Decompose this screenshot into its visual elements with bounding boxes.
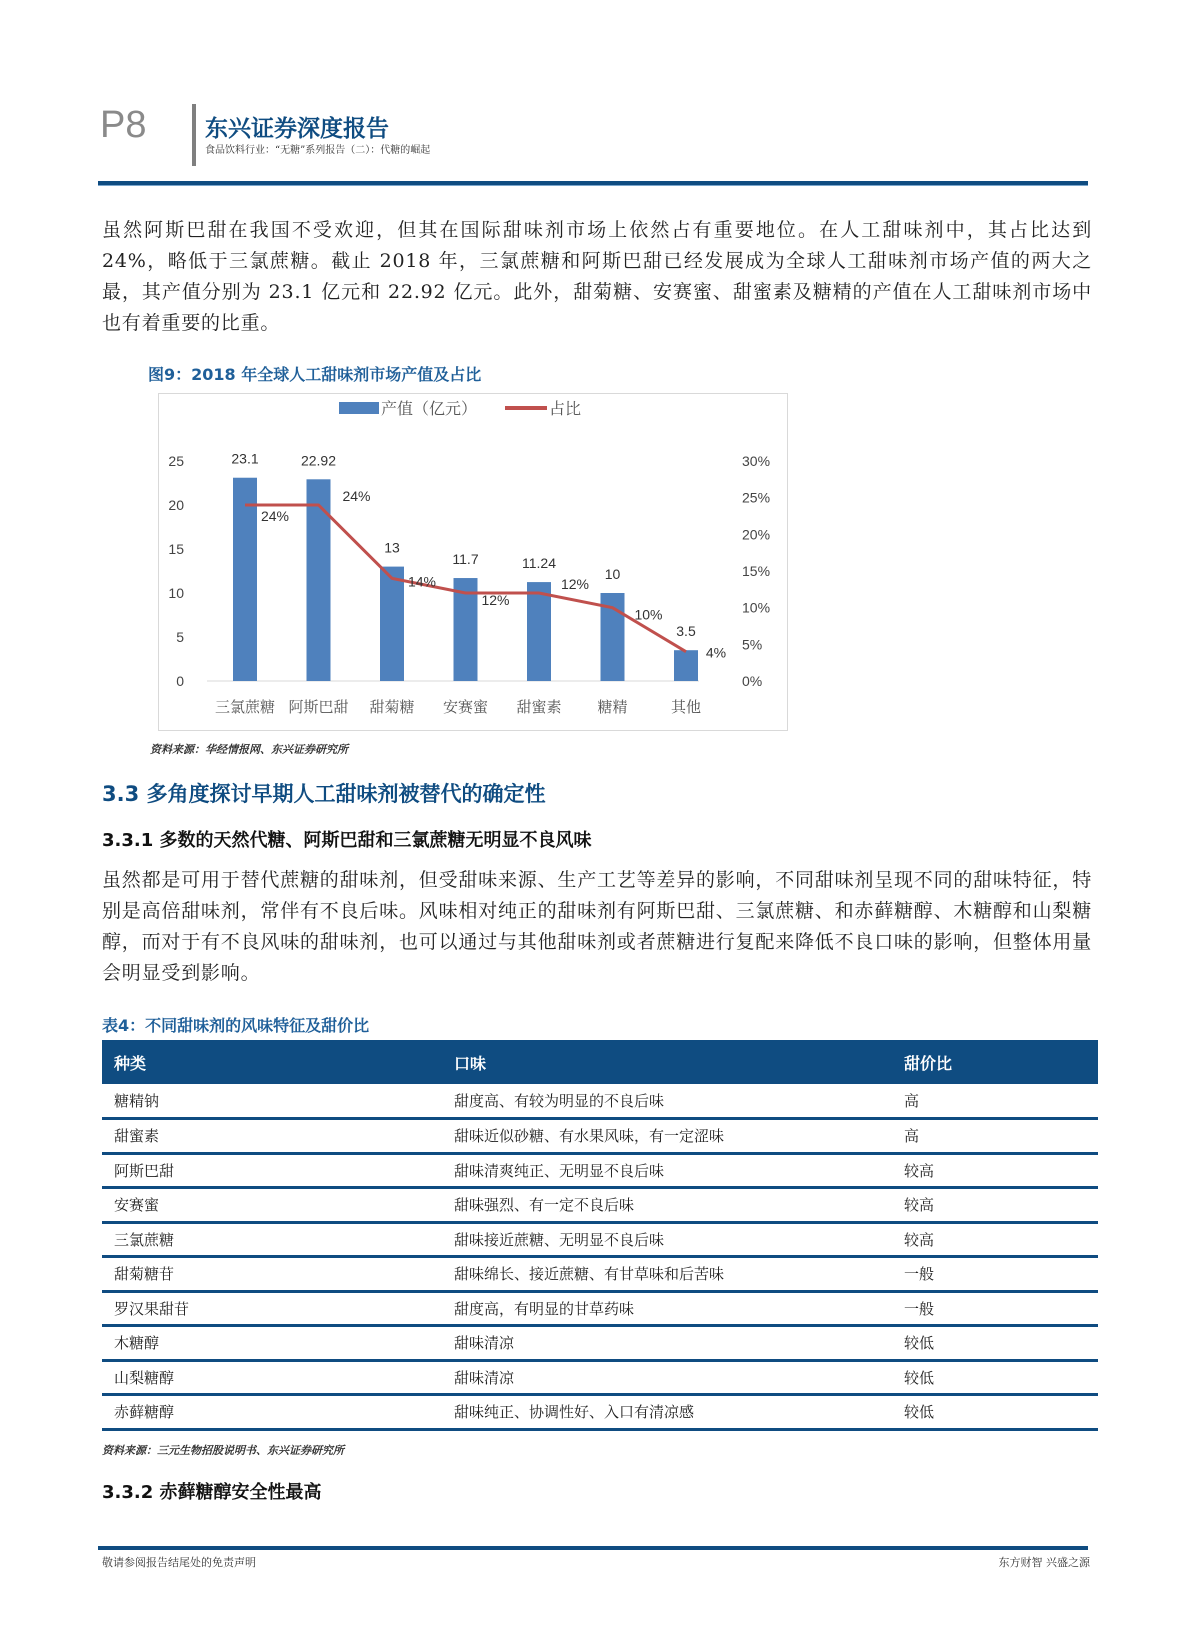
bar-value-label: 23.1 bbox=[231, 450, 259, 467]
bar bbox=[527, 582, 551, 681]
table-row bbox=[102, 1188, 1098, 1223]
subsection-heading: 3.3.2 赤藓糖醇安全性最高 bbox=[102, 1482, 322, 1503]
category-label: 甜菊糖 bbox=[369, 698, 415, 716]
category-label: 糖精 bbox=[597, 698, 628, 716]
right-tick-label: 5% bbox=[742, 636, 763, 653]
line-value-label: 24% bbox=[260, 508, 290, 524]
category-label: 三氯蔗糖 bbox=[214, 698, 276, 716]
table-source: 资料来源：三元生物招股说明书、东兴证券研究所 bbox=[102, 1444, 344, 1457]
table-cell: 较低 bbox=[892, 1326, 1098, 1361]
line-value-label: 10% bbox=[634, 606, 663, 623]
table-row bbox=[102, 1153, 1098, 1188]
table-cell: 山梨糖醇 bbox=[102, 1360, 442, 1395]
section-heading: 3.3 多角度探讨早期人工甜味剂被替代的确定性 bbox=[102, 782, 546, 806]
table-cell: 甜味纯正、协调性好、入口有清凉感 bbox=[442, 1395, 892, 1430]
table-cell: 较高 bbox=[892, 1222, 1098, 1257]
category-label: 其他 bbox=[670, 698, 702, 716]
table-row bbox=[102, 1257, 1098, 1292]
line-value-label: 12% bbox=[560, 576, 590, 592]
left-tick-label: 15 bbox=[168, 541, 184, 557]
column-header: 甜价比 bbox=[892, 1040, 1098, 1084]
table-cell: 较高 bbox=[892, 1153, 1098, 1188]
legend-bar-swatch bbox=[339, 402, 379, 414]
right-tick-label: 30% bbox=[742, 453, 771, 469]
table-cell: 甜度高、有较为明显的不良后味 bbox=[442, 1084, 892, 1119]
table-cell: 甜味清凉 bbox=[442, 1326, 892, 1361]
report-subtitle: 食品饮料行业：“无糖”系列报告（二）：代糖的崛起 bbox=[205, 145, 431, 156]
table-caption: 表4：不同甜味剂的风味特征及甜价比 bbox=[102, 1016, 370, 1035]
bar bbox=[307, 479, 331, 681]
table-row bbox=[102, 1291, 1098, 1326]
paragraph-1: 虽然阿斯巴甜在我国不受欢迎，但其在国际甜味剂市场上依然占有重要地位。在人工甜味剂中，其占比达到 24%，略低于三氯蔗糖。截止 2018 年，三氯蔗糖和阿斯巴甜已经发展成为全球人工甜味剂市场产值的两大之最，其产值分别为 23.1 亿元和 22.92 亿元。此外，甜菊糖、安赛蜜、甜蜜素及糖精的产值在人工甜味剂市场中也有着重要的比重。 bbox=[102, 219, 1092, 334]
legend-bar-label: 产值（亿元） bbox=[381, 399, 478, 418]
footer-rule bbox=[98, 1546, 1088, 1550]
bar-value-label: 3.5 bbox=[676, 623, 696, 640]
line-value-label: 24% bbox=[342, 488, 371, 504]
footer-disclaimer: 敬请参阅报告结尾处的免责声明 bbox=[102, 1556, 256, 1569]
category-label: 阿斯巴甜 bbox=[288, 698, 349, 716]
table-cell: 糖精钠 bbox=[102, 1084, 442, 1119]
line-value-label: 14% bbox=[407, 573, 437, 590]
table-cell: 甜菊糖苷 bbox=[102, 1257, 442, 1292]
table-cell: 高 bbox=[892, 1119, 1098, 1154]
table-cell: 甜味绵长、接近蔗糖、有甘草味和后苦味 bbox=[442, 1257, 892, 1292]
table-row bbox=[102, 1326, 1098, 1361]
table-cell: 甜味近似砂糖、有水果风味，有一定涩味 bbox=[442, 1119, 892, 1154]
left-tick-label: 20 bbox=[168, 497, 184, 513]
table-cell: 较高 bbox=[892, 1188, 1098, 1223]
bar bbox=[674, 650, 698, 681]
table-cell: 一般 bbox=[892, 1257, 1098, 1292]
bar bbox=[380, 567, 404, 681]
chart bbox=[158, 393, 788, 731]
right-tick-label: 15% bbox=[742, 563, 771, 579]
category-label: 安赛蜜 bbox=[442, 698, 489, 716]
right-tick-label: 20% bbox=[742, 526, 771, 543]
table-row bbox=[102, 1222, 1098, 1257]
table-cell: 甜味强烈、有一定不良后味 bbox=[442, 1188, 892, 1223]
column-header: 口味 bbox=[442, 1040, 892, 1084]
bar bbox=[233, 478, 257, 681]
header-divider bbox=[192, 104, 196, 166]
table-cell: 甜度高，有明显的甘草药味 bbox=[442, 1291, 892, 1326]
table-cell: 罗汉果甜苷 bbox=[102, 1291, 442, 1326]
table-cell: 甜味接近蔗糖、无明显不良后味 bbox=[442, 1222, 892, 1257]
table-row bbox=[102, 1119, 1098, 1154]
left-tick-label: 10 bbox=[168, 585, 184, 601]
column-header: 种类 bbox=[102, 1040, 442, 1084]
table-cell: 安赛蜜 bbox=[102, 1188, 442, 1223]
right-tick-label: 10% bbox=[742, 599, 771, 616]
page-number: P8 bbox=[100, 104, 147, 146]
table-cell: 阿斯巴甜 bbox=[102, 1153, 442, 1188]
sweetener-table bbox=[102, 1040, 1098, 1431]
figure-source: 资料来源：华经情报网、东兴证券研究所 bbox=[150, 743, 348, 756]
line-value-label: 12% bbox=[481, 592, 510, 608]
table-cell: 三氯蔗糖 bbox=[102, 1222, 442, 1257]
left-tick-label: 25 bbox=[168, 453, 184, 469]
bar-value-label: 13 bbox=[384, 539, 400, 556]
table-cell: 木糖醇 bbox=[102, 1326, 442, 1361]
table-row bbox=[102, 1360, 1098, 1395]
table-cell: 赤藓糖醇 bbox=[102, 1395, 442, 1430]
bar-value-label: 11.24 bbox=[522, 555, 556, 572]
table-cell: 较低 bbox=[892, 1395, 1098, 1430]
table-cell: 甜蜜素 bbox=[102, 1119, 442, 1154]
table-row bbox=[102, 1084, 1098, 1119]
table-cell: 甜味清爽纯正、无明显不良后味 bbox=[442, 1153, 892, 1188]
table-cell: 较低 bbox=[892, 1360, 1098, 1395]
left-tick-label: 5 bbox=[176, 629, 184, 645]
table-cell: 一般 bbox=[892, 1291, 1098, 1326]
left-tick-label: 0 bbox=[176, 673, 184, 689]
bar-value-label: 11.7 bbox=[452, 551, 479, 568]
right-tick-label: 0% bbox=[742, 673, 763, 689]
header-rule bbox=[98, 181, 1088, 186]
table-cell: 甜味清凉 bbox=[442, 1360, 892, 1395]
subsection-heading: 3.3.1 多数的天然代糖、阿斯巴甜和三氯蔗糖无明显不良风味 bbox=[102, 830, 592, 851]
report-title: 东兴证券深度报告 bbox=[205, 116, 389, 142]
line-value-label: 4% bbox=[705, 644, 727, 661]
table-cell: 高 bbox=[892, 1084, 1098, 1119]
bar-value-label: 22.92 bbox=[300, 452, 337, 469]
category-label: 甜蜜素 bbox=[516, 698, 562, 716]
paragraph-2: 虽然都是可用于替代蔗糖的甜味剂，但受甜味来源、生产工艺等差异的影响，不同甜味剂呈现不同的甜味特征，特别是高倍甜味剂，常伴有不良后味。风味相对纯正的甜味剂有阿斯巴甜、三氯蔗糖、和赤藓糖醇、木糖醇和山梨糖醇，而对于有不良风味的甜味剂，也可以通过与其他甜味剂或者蔗糖进行复配来降低不良口味的影响，但整体用量会明显受到影响。 bbox=[102, 869, 1093, 984]
chart-svg bbox=[159, 394, 787, 730]
bar-value-label: 10 bbox=[604, 566, 621, 582]
legend-line-label: 占比 bbox=[549, 399, 582, 418]
right-tick-label: 25% bbox=[742, 489, 771, 506]
footer-slogan: 东方财智 兴盛之源 bbox=[998, 1556, 1090, 1569]
figure-caption: 图9：2018 年全球人工甜味剂市场产值及占比 bbox=[148, 365, 482, 384]
table-row bbox=[102, 1395, 1098, 1430]
